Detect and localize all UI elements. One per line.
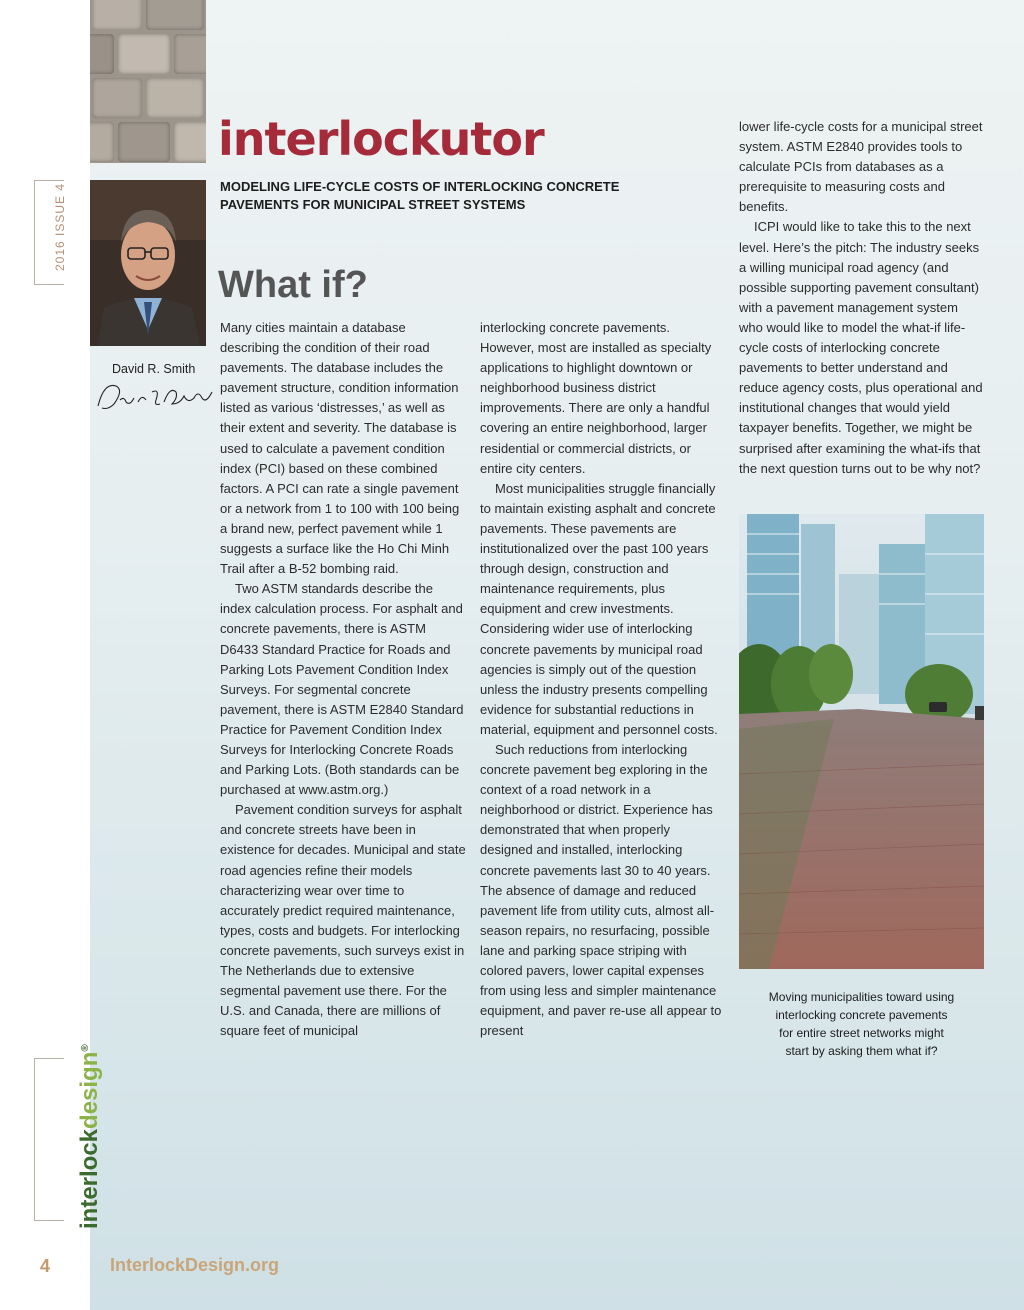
page-number: 4 (40, 1256, 51, 1276)
street-photo (739, 514, 984, 969)
masthead-title: interlockutor (218, 112, 544, 166)
sidebar-rule-bottom (34, 1058, 35, 1220)
paragraph: Two ASTM standards describe the index calculation process. For asphalt and concrete pavements, there is ASTM D6433 Standard Practice for Roads and Parking Lots Pavement Condition Index Surveys. For segmental concrete pavement, there is ASTM E2840 Standard Practice for Pavement Condition Index Surveys for Interlocking Concrete Roads and Parking Lots. (Both standards can be purchased at www.astm.org.) (220, 581, 464, 798)
paragraph: ICPI would like to take this to the next level. Here’s the pitch: The industry seeks a willing municipal road agency (and possible supporting pavement consultant) with a pavement management system who would like to model the what-if life-cycle costs of interlocking concrete pavements to better understand and reduce agency costs, plus operational and institutional changes that would yield taxpayer benefits. Together, we might be surprised after examining the what-ifs that the next question turns out to be why not? (739, 219, 983, 476)
issue-label: 2016 ISSUE 4 (53, 182, 67, 271)
paver-texture-image (90, 0, 206, 163)
sidebar-tick (34, 284, 64, 285)
article-column-2 (480, 318, 726, 1041)
site-link[interactable]: InterlockDesign.org (110, 1255, 280, 1275)
paragraph: interlocking concrete pavements. However, most are installed as specialty applications to highlight downtown or neighborhood business district improvements. There are only a handful covering an entire neighborhood, larger residential or commercial districts, or entire city centers. (480, 320, 712, 476)
paragraph: Such reductions from interlocking concrete pavement beg exploring in the context of a road network in a neighborhood or district. Experience has demonstrated that when properly designed and installed, interlocking concrete pavements last 30 to 40 years. The absence of damage and reduced pavement life from utility cuts, almost all-season repairs, no resurfacing, possible lane and parking space striping with colored pavers, lower capital expenses from using less and simpler maintenance equipment, and paver re-use all appear to present (480, 741, 722, 1039)
article-subtitle: MODELING LIFE-CYCLE COSTS OF INTERLOCKING CONCRETE PAVEMENTS FOR MUNICIPAL STREET SYSTEMS (220, 179, 620, 212)
brand-logo: interlockdesign® (76, 1044, 103, 1229)
photo-caption: Moving municipalities toward using interlocking concrete pavements for entire street networks might start by asking them what if? (768, 990, 955, 1058)
article-column-1 (220, 318, 466, 1041)
author-name: David R. Smith (112, 362, 196, 376)
sidebar-tick (34, 180, 64, 181)
paragraph: Pavement condition surveys for asphalt and concrete streets have been in existence for decades. Municipal and state road agencies refine their models characterizing wear over time to accurately predict required maintenance, types, costs and budgets. For interlocking concrete pavements, such surveys exist in The Netherlands due to extensive segmental pavement use there. For the U.S. and Canada, there are millions of square feet of municipal (220, 802, 466, 1039)
paragraph: Most municipalities struggle financially to maintain existing asphalt and concrete pavements. These pavements are institutionalized over the past 100 years through design, construction and maintenance requirements, plus equipment and crew investments. Considering wider use of interlocking concrete pavements by municipal road agencies is simply out of the question unless the industry presents compelling evidence for substantial reductions in material, equipment and personnel costs. (480, 480, 718, 737)
article-column-3 (739, 117, 985, 479)
sidebar-tick (34, 1220, 64, 1221)
author-portrait (90, 180, 206, 346)
article-headline: What if? (218, 264, 368, 306)
sidebar-tick (34, 1058, 64, 1059)
author-signature-image (94, 378, 214, 414)
paragraph: lower life-cycle costs for a municipal street system. ASTM E2840 provides tools to calculate PCIs from databases as a prerequisite to measuring costs and benefits. (739, 119, 983, 215)
paragraph: Many cities maintain a database describing the condition of their road pavements. The database includes the pavement structure, condition information listed as various ‘distresses,’ as well as their extent and severity. The database is used to calculate a pavement condition index (PCI) based on these combined factors. A PCI can rate a single pavement or a network from 1 to 100 with 100 being a brand new, perfect pavement while 1 suggests a surface like the Ho Chi Minh Trail after a B-52 bombing raid. (220, 320, 460, 577)
